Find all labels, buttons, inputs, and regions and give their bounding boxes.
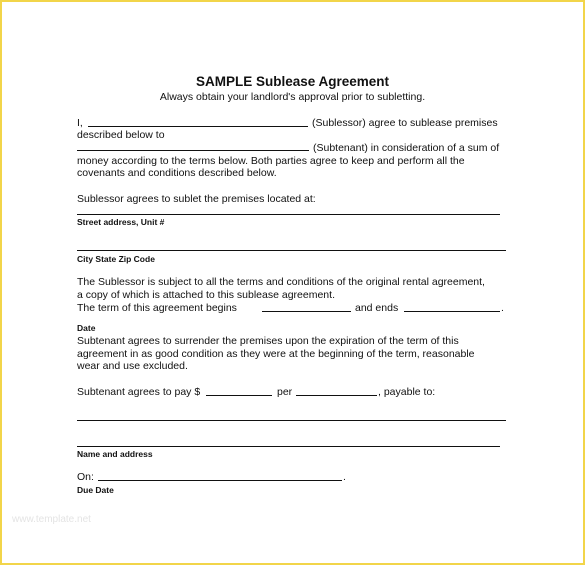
payable-to-text: , payable to: — [378, 386, 436, 398]
subtenant-name-line[interactable] — [77, 150, 309, 151]
street-address-line[interactable] — [77, 214, 500, 215]
sublet-premises-text: Sublessor agrees to sublet the premises located at: — [77, 193, 316, 205]
attached-copy-text: a copy of which is attached to this sublease agreement. — [77, 289, 335, 301]
term-begins-text: The term of this agreement begins — [77, 302, 237, 314]
date-label: Date — [77, 323, 96, 333]
due-date-line[interactable] — [98, 480, 342, 481]
city-state-zip-label: City State Zip Code — [77, 254, 155, 264]
sublessor-name-line[interactable] — [88, 126, 308, 127]
on-period: . — [343, 471, 346, 483]
money-terms-text: money according to the terms below. Both parties agree to keep and perform all the — [77, 155, 465, 167]
pay-text: Subtenant agrees to pay $ — [77, 386, 201, 398]
surrender-text-1: Subtenant agrees to surrender the premises upon the expiration of the term of this — [77, 335, 459, 347]
described-below-text: described below to — [77, 129, 165, 141]
due-date-label: Due Date — [77, 485, 114, 495]
covenants-text: covenants and conditions described below. — [77, 167, 277, 179]
end-date-line[interactable] — [404, 311, 500, 312]
sublessor-text: (Sublessor) agree to sublease premises — [312, 117, 498, 129]
begin-date-line[interactable] — [262, 311, 351, 312]
surrender-text-2: agreement in as good condition as they were at the beginning of the term, reasonable — [77, 348, 475, 360]
pay-amount-line[interactable] — [206, 395, 272, 396]
term-ends-text: and ends — [355, 302, 399, 314]
document-subtitle: Always obtain your landlord's approval prior to subletting. — [159, 91, 426, 103]
term-period: . — [501, 302, 504, 314]
city-state-zip-line[interactable] — [77, 250, 506, 251]
pay-per-text: per — [277, 386, 293, 398]
watermark: www.template.net — [12, 514, 91, 525]
name-address-label: Name and address — [77, 449, 153, 459]
surrender-text-3: wear and use excluded. — [77, 360, 188, 372]
original-agreement-text: The Sublessor is subject to all the terms and conditions of the original rental agreement, — [77, 276, 485, 288]
document-title: SAMPLE Sublease Agreement — [195, 74, 390, 89]
on-label: On: — [77, 471, 94, 483]
payee-line-2[interactable] — [77, 446, 500, 447]
intro-i: I, — [77, 117, 83, 129]
pay-period-line[interactable] — [296, 395, 377, 396]
street-address-label: Street address, Unit # — [77, 217, 165, 227]
payee-line-1[interactable] — [77, 420, 506, 421]
subtenant-text: (Subtenant) in consideration of a sum of — [313, 142, 500, 154]
